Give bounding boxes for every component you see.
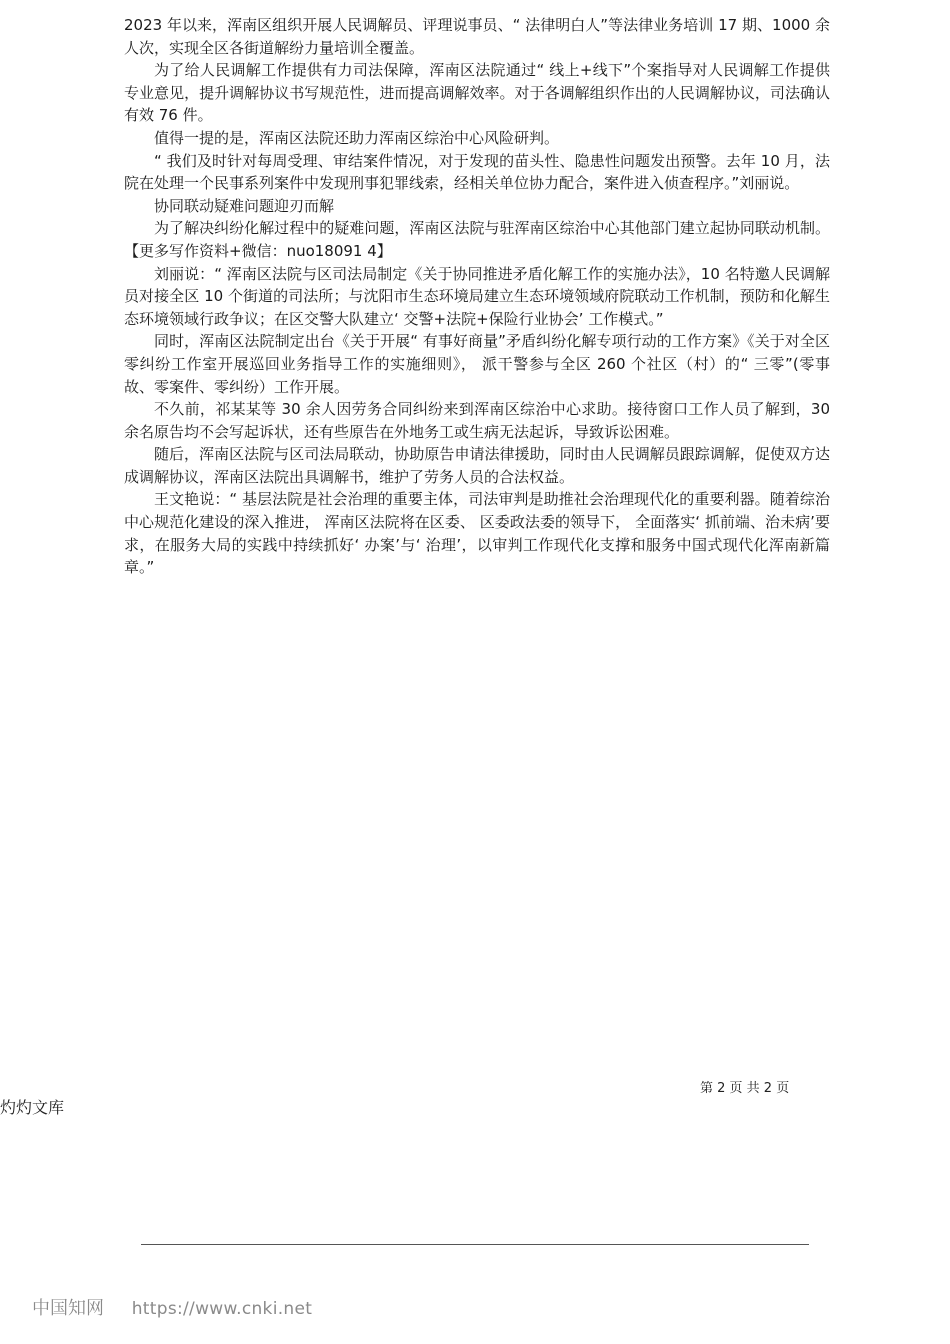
paragraph: 王文艳说：“ 基层法院是社会治理的重要主体，司法审判是助推社会治理现代化的重要利器。随着综治中心规范化建设的深入推进， 浑南区法院将在区委、 区委政法委的领导下， 全面落实‘ 抓前端、治未病’要求，在服务大局的实践中持续抓好‘ 办案’与‘ 治理’，以审判工作现代化支撑和服务中国式现代化浑南新篇章。” — [124, 490, 830, 577]
page-number: 第 2 页 共 2 页 — [700, 1081, 790, 1096]
paragraph: 随后，浑南区法院与区司法局联动，协助原告申请法律援助，同时由人民调解员跟踪调解，促使双方达成调解协议，浑南区法院出具调解书，维护了劳务人员的合法权益。 — [124, 445, 830, 486]
paragraph: 2023 年以来，浑南区组织开展人民调解员、评理说事员、“ 法律明白人”等法律业务培训 17 期、1000 余人次，实现全区各街道解纷力量培训全覆盖。 — [124, 16, 830, 57]
paragraph: 同时，浑南区法院制定出台《关于开展“ 有事好商量”矛盾纠纷化解专项行动的工作方案》《关于对全区零纠纷工作室开展巡回业务指导工作的实施细则》， 派干警参与全区 260 个社区（村）的“ 三零”(零事故、零案件、零纠纷）工作开展。 — [124, 332, 830, 396]
footer-url[interactable]: https://www.cnki.net — [131, 1299, 313, 1319]
paragraph: 刘丽说：“ 浑南区法院与区司法局制定《关于协同推进矛盾化解工作的实施办法》，10 名特邀人民调解员对接全区 10 个街道的司法所；与沈阳市生态环境局建立生态环境领域府院联动工作机制，预防和化解生态环境领域行政争议；在区交警大队建立‘ 交警+法院+保险行业协会’ 工作模式。” — [124, 264, 830, 328]
paragraph: 为了给人民调解工作提供有力司法保障，浑南区法院通过“ 线上+线下”个案指导对人民调解工作提供专业意见，提升调解协议书写规范性，进而提高调解效率。对于各调解组织作出的人民调解协议，司法确认有效 76 件。 — [124, 61, 830, 125]
section-heading: 协同联动疑难问题迎刃而解 — [154, 196, 335, 215]
paragraph: 为了解决纠纷化解过程中的疑难问题，浑南区法院与驻浑南区综治中心其他部门建立起协同联动机制。【更多写作资料+微信：nuo18091 4】 — [124, 219, 830, 260]
paragraph: 值得一提的是，浑南区法院还助力浑南区综治中心风险研判。 — [154, 128, 560, 147]
paragraph: 不久前，祁某某等 30 余人因劳务合同纠纷来到浑南区综治中心求助。接待窗口工作人员了解到，30 余名原告均不会写起诉状，还有些原告在外地务工或生病无法起诉，导致诉讼困难。 — [124, 400, 830, 441]
footer-divider — [141, 1244, 809, 1245]
footer-brand-name: 中国知网 — [32, 1298, 104, 1319]
library-name: 灼灼文库 — [0, 1098, 65, 1117]
paragraph: “ 我们及时针对每周受理、审结案件情况，对于发现的苗头性、隐患性问题发出预警。去年 10 月，法院在处理一个民事系列案件中发现刑事犯罪线索，经相关单位协力配合，案件进入侦查程序。”刘丽说。 — [124, 151, 830, 193]
footer-watermark — [32, 1294, 312, 1320]
document-body — [124, 14, 830, 579]
